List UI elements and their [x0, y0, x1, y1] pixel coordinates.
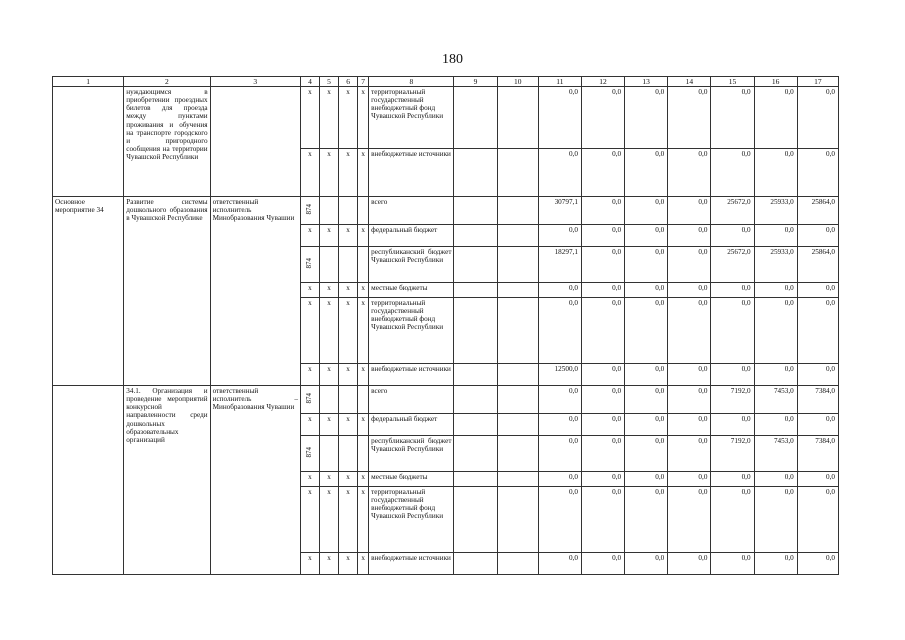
value-cell: 7453,0	[754, 436, 797, 472]
source-cell: внебюджетные источники	[369, 149, 454, 197]
value-cell: 0,0	[797, 149, 838, 197]
value-cell: 0,0	[625, 553, 668, 575]
x-cell: x	[358, 225, 369, 247]
value-cell: 0,0	[797, 364, 838, 386]
source-cell: внебюджетные источники	[369, 553, 454, 575]
value-cell: 25864,0	[797, 197, 838, 225]
header-cell: 14	[668, 77, 711, 87]
responsible-cell: ответственный исполнитель Минобразования Чувашии	[210, 197, 300, 386]
x-cell: x	[358, 87, 369, 149]
value-cell: 0,0	[538, 436, 581, 472]
empty-cell	[497, 436, 538, 472]
value-cell: 0,0	[581, 472, 624, 487]
x-cell: x	[320, 472, 339, 487]
value-cell: 0,0	[711, 298, 754, 364]
value-cell: 0,0	[668, 553, 711, 575]
source-cell: территориальный государственный внебюджетный фонд Чувашской Республики	[369, 487, 454, 553]
empty-cell	[454, 472, 497, 487]
value-cell: 0,0	[797, 283, 838, 298]
empty-cell	[497, 87, 538, 149]
event-name-cell: 34.1. Организация и проведение мероприятий конкурсной направленности среди дошкольных образовательных организаций	[124, 386, 210, 575]
value-cell: 0,0	[538, 149, 581, 197]
source-cell: территориальный государственный внебюджетный фонд Чувашской Республики	[369, 87, 454, 149]
value-cell: 0,0	[625, 298, 668, 364]
empty-cell	[497, 283, 538, 298]
x-cell: x	[339, 364, 358, 386]
x-cell: x	[358, 364, 369, 386]
value-cell: 0,0	[625, 225, 668, 247]
table-row	[53, 386, 839, 414]
value-cell: 0,0	[711, 553, 754, 575]
empty-cell	[497, 386, 538, 414]
x-cell: x	[339, 87, 358, 149]
header-row	[53, 77, 839, 87]
value-cell: 25864,0	[797, 247, 838, 283]
empty-cell	[53, 386, 124, 575]
value-cell: 25672,0	[711, 247, 754, 283]
x-cell: x	[339, 414, 358, 436]
header-cell: 8	[369, 77, 454, 87]
empty-cell	[454, 197, 497, 225]
x-cell: x	[339, 298, 358, 364]
value-cell: 0,0	[711, 364, 754, 386]
value-cell: 0,0	[581, 386, 624, 414]
code-text: 874	[305, 446, 314, 458]
empty-cell	[320, 386, 339, 414]
source-cell: всего	[369, 386, 454, 414]
value-cell: 0,0	[711, 283, 754, 298]
empty-cell	[454, 87, 497, 149]
value-cell: 0,0	[581, 298, 624, 364]
header-cell: 11	[538, 77, 581, 87]
value-cell: 25672,0	[711, 197, 754, 225]
value-cell: 0,0	[668, 436, 711, 472]
x-cell: x	[320, 283, 339, 298]
header-cell: 9	[454, 77, 497, 87]
source-cell: территориальный государственный внебюджетный фонд Чувашской Республики	[369, 298, 454, 364]
empty-cell	[320, 247, 339, 283]
value-cell: 0,0	[754, 364, 797, 386]
value-cell: 0,0	[625, 414, 668, 436]
x-cell: x	[300, 472, 319, 487]
empty-cell	[53, 87, 124, 197]
value-cell: 0,0	[668, 364, 711, 386]
empty-cell	[339, 197, 358, 225]
empty-cell	[320, 436, 339, 472]
value-cell: 0,0	[538, 283, 581, 298]
x-cell: x	[320, 364, 339, 386]
empty-cell	[497, 149, 538, 197]
value-cell: 0,0	[668, 487, 711, 553]
value-cell: 0,0	[625, 364, 668, 386]
value-cell: 0,0	[754, 298, 797, 364]
header-cell: 2	[124, 77, 210, 87]
value-cell: 0,0	[668, 386, 711, 414]
responsible-cell: ответственный исполнитель – Минобразования Чувашии	[210, 386, 300, 575]
value-cell: 0,0	[581, 197, 624, 225]
value-cell: 0,0	[625, 197, 668, 225]
value-cell: 0,0	[754, 283, 797, 298]
value-cell: 0,0	[625, 247, 668, 283]
value-cell: 0,0	[797, 472, 838, 487]
x-cell: x	[300, 225, 319, 247]
value-cell: 0,0	[625, 472, 668, 487]
value-cell: 30797,1	[538, 197, 581, 225]
value-cell: 0,0	[754, 472, 797, 487]
value-cell: 0,0	[711, 472, 754, 487]
empty-cell	[320, 197, 339, 225]
value-cell: 0,0	[538, 414, 581, 436]
source-cell: внебюджетные источники	[369, 364, 454, 386]
x-cell: x	[358, 149, 369, 197]
value-cell: 0,0	[538, 472, 581, 487]
header-cell: 15	[711, 77, 754, 87]
empty-cell	[339, 436, 358, 472]
empty-cell	[497, 225, 538, 247]
source-cell: всего	[369, 197, 454, 225]
empty-cell	[454, 487, 497, 553]
empty-cell	[454, 298, 497, 364]
empty-cell	[358, 436, 369, 472]
empty-cell	[497, 487, 538, 553]
x-cell: x	[339, 472, 358, 487]
source-cell: местные бюджеты	[369, 472, 454, 487]
x-cell: x	[320, 225, 339, 247]
x-cell: x	[339, 283, 358, 298]
x-cell: x	[320, 87, 339, 149]
value-cell: 0,0	[668, 472, 711, 487]
value-cell: 0,0	[668, 247, 711, 283]
value-cell: 18297,1	[538, 247, 581, 283]
value-cell: 0,0	[581, 149, 624, 197]
empty-cell	[454, 414, 497, 436]
value-cell: 25933,0	[754, 197, 797, 225]
code-cell	[300, 247, 319, 283]
x-cell: x	[300, 487, 319, 553]
value-cell: 0,0	[754, 553, 797, 575]
empty-cell	[339, 386, 358, 414]
x-cell: x	[358, 553, 369, 575]
x-cell: x	[320, 414, 339, 436]
event-name-cell: нуждающимся в приобретении проездных билетов для проезда между пунктами проживания и обучения на транспорте городского и пригородного сообщения на территории Чувашской Республики	[124, 87, 210, 197]
value-cell: 7384,0	[797, 436, 838, 472]
header-cell: 3	[210, 77, 300, 87]
value-cell: 0,0	[668, 87, 711, 149]
empty-cell	[497, 414, 538, 436]
empty-cell	[358, 386, 369, 414]
header-cell: 7	[358, 77, 369, 87]
empty-cell	[339, 247, 358, 283]
x-cell: x	[358, 472, 369, 487]
value-cell: 0,0	[754, 414, 797, 436]
x-cell: x	[358, 283, 369, 298]
empty-cell	[454, 149, 497, 197]
empty-cell	[454, 247, 497, 283]
value-cell: 0,0	[581, 414, 624, 436]
empty-cell	[454, 283, 497, 298]
value-cell: 7192,0	[711, 436, 754, 472]
value-cell: 7192,0	[711, 386, 754, 414]
value-cell: 0,0	[668, 225, 711, 247]
value-cell: 0,0	[711, 414, 754, 436]
value-cell: 0,0	[538, 225, 581, 247]
code-text: 874	[305, 392, 314, 404]
value-cell: 0,0	[625, 87, 668, 149]
x-cell: x	[300, 298, 319, 364]
code-text: 874	[305, 203, 314, 215]
x-cell: x	[339, 225, 358, 247]
x-cell: x	[300, 553, 319, 575]
value-cell: 0,0	[797, 414, 838, 436]
x-cell: x	[300, 149, 319, 197]
x-cell: x	[339, 553, 358, 575]
value-cell: 0,0	[625, 149, 668, 197]
empty-cell	[454, 386, 497, 414]
event-name-cell: Развитие системы дошкольного образования в Чувашской Республике	[124, 197, 210, 386]
empty-cell	[497, 364, 538, 386]
value-cell: 0,0	[754, 225, 797, 247]
source-cell: федеральный бюджет	[369, 414, 454, 436]
x-cell: x	[320, 487, 339, 553]
empty-cell	[210, 87, 300, 197]
header-cell: 17	[797, 77, 838, 87]
x-cell: x	[320, 553, 339, 575]
value-cell: 0,0	[754, 487, 797, 553]
value-cell: 0,0	[538, 87, 581, 149]
value-cell: 0,0	[668, 149, 711, 197]
page-number: 180	[442, 52, 463, 67]
value-cell: 0,0	[581, 87, 624, 149]
x-cell: x	[339, 149, 358, 197]
program-table	[52, 76, 839, 575]
source-cell: федеральный бюджет	[369, 225, 454, 247]
value-cell: 0,0	[581, 225, 624, 247]
x-cell: x	[358, 414, 369, 436]
value-cell: 0,0	[581, 283, 624, 298]
value-cell: 0,0	[711, 487, 754, 553]
value-cell: 0,0	[797, 225, 838, 247]
x-cell: x	[300, 283, 319, 298]
value-cell: 0,0	[797, 553, 838, 575]
value-cell: 0,0	[754, 149, 797, 197]
empty-cell	[497, 247, 538, 283]
empty-cell	[454, 225, 497, 247]
x-cell: x	[358, 487, 369, 553]
empty-cell	[358, 197, 369, 225]
x-cell: x	[300, 364, 319, 386]
empty-cell	[454, 364, 497, 386]
value-cell: 0,0	[625, 283, 668, 298]
value-cell: 0,0	[538, 553, 581, 575]
table-row	[53, 197, 839, 225]
value-cell: 0,0	[668, 197, 711, 225]
x-cell: x	[358, 298, 369, 364]
table-row	[53, 87, 839, 149]
header-cell: 12	[581, 77, 624, 87]
value-cell: 0,0	[711, 87, 754, 149]
value-cell: 0,0	[625, 436, 668, 472]
value-cell: 0,0	[711, 225, 754, 247]
header-cell: 10	[497, 77, 538, 87]
empty-cell	[497, 197, 538, 225]
x-cell: x	[300, 414, 319, 436]
x-cell: x	[339, 487, 358, 553]
value-cell: 0,0	[668, 414, 711, 436]
value-cell: 0,0	[581, 436, 624, 472]
value-cell: 0,0	[538, 298, 581, 364]
header-cell: 1	[53, 77, 124, 87]
source-cell: местные бюджеты	[369, 283, 454, 298]
source-cell: республиканский бюджет Чувашской Республики	[369, 436, 454, 472]
empty-cell	[497, 553, 538, 575]
code-cell	[300, 197, 319, 225]
value-cell: 0,0	[754, 87, 797, 149]
value-cell: 0,0	[797, 487, 838, 553]
event-label-cell: Основное мероприятие 34	[53, 197, 124, 386]
x-cell: x	[300, 87, 319, 149]
value-cell: 0,0	[625, 487, 668, 553]
empty-cell	[358, 247, 369, 283]
value-cell: 0,0	[797, 298, 838, 364]
header-cell: 5	[320, 77, 339, 87]
code-cell	[300, 436, 319, 472]
empty-cell	[497, 472, 538, 487]
value-cell: 7384,0	[797, 386, 838, 414]
header-cell: 6	[339, 77, 358, 87]
value-cell: 7453,0	[754, 386, 797, 414]
header-cell: 4	[300, 77, 319, 87]
header-cell: 13	[625, 77, 668, 87]
empty-cell	[497, 298, 538, 364]
code-text: 874	[305, 257, 314, 269]
value-cell: 0,0	[581, 364, 624, 386]
empty-cell	[454, 436, 497, 472]
value-cell: 0,0	[581, 553, 624, 575]
value-cell: 0,0	[581, 487, 624, 553]
value-cell: 0,0	[538, 386, 581, 414]
value-cell: 0,0	[625, 386, 668, 414]
code-cell	[300, 386, 319, 414]
value-cell: 0,0	[711, 149, 754, 197]
value-cell: 12500,0	[538, 364, 581, 386]
value-cell: 0,0	[538, 487, 581, 553]
source-cell: республиканский бюджет Чувашской Республики	[369, 247, 454, 283]
value-cell: 25933,0	[754, 247, 797, 283]
value-cell: 0,0	[581, 247, 624, 283]
x-cell: x	[320, 149, 339, 197]
value-cell: 0,0	[668, 298, 711, 364]
value-cell: 0,0	[668, 283, 711, 298]
empty-cell	[454, 553, 497, 575]
value-cell: 0,0	[797, 87, 838, 149]
x-cell: x	[320, 298, 339, 364]
header-cell: 16	[754, 77, 797, 87]
